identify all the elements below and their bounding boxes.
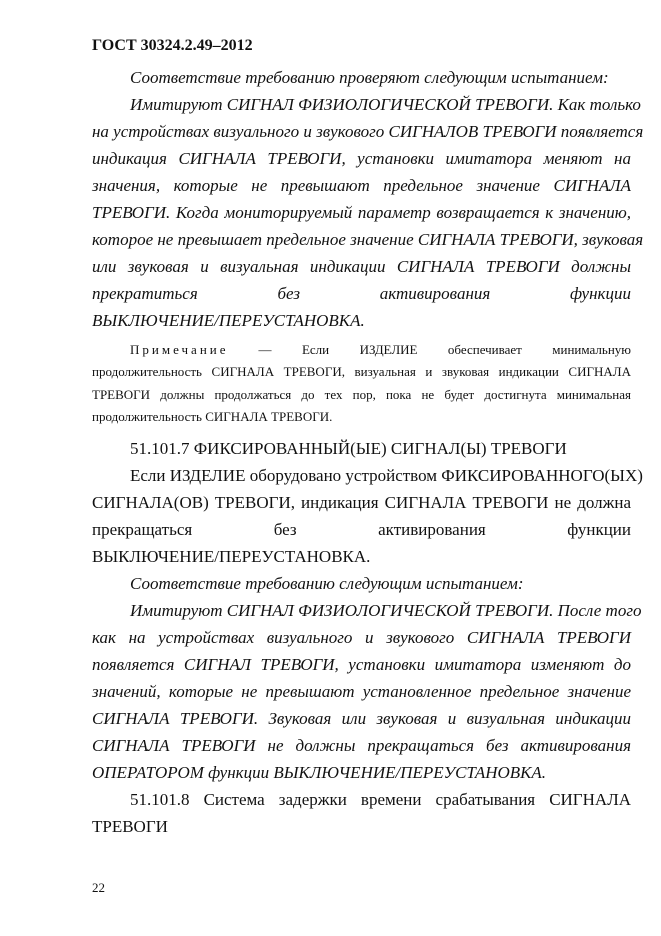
text-line: на устройствах визуального и звукового СИГНАЛОВ ТРЕВОГИ появляется — [92, 122, 644, 141]
text-line: прекращаться без активирования функции — [92, 520, 631, 539]
text-line: ВЫКЛЮЧЕНИЕ/ПЕРЕУСТАНОВКА. — [92, 547, 371, 566]
text-line: Соответствие требованию следующим испытанием: — [130, 574, 524, 593]
text-line: 51.101.8 Система задержки времени срабатывания СИГНАЛА — [130, 790, 631, 809]
text-line: 51.101.7 ФИКСИРОВАННЫЙ(ЫЕ) СИГНАЛ(Ы) ТРЕВОГИ — [130, 439, 567, 458]
text-line: ТРЕВОГИ должны продолжаться до тех пор, пока не будет достигнута минимальная — [92, 386, 631, 402]
text-line: Соответствие требованию проверяют следующим испытанием: — [130, 68, 609, 87]
text-line: или звуковая и визуальная индикации СИГНАЛА ТРЕВОГИ должны — [92, 257, 631, 276]
page-number: 22 — [92, 880, 105, 895]
compliance-paragraph-2 — [92, 570, 631, 597]
text-line: ОПЕРАТОРОМ функции ВЫКЛЮЧЕНИЕ/ПЕРЕУСТАНОВКА. — [92, 763, 547, 782]
text-line: СИГНАЛА ТРЕВОГИ. Звуковая или звуковая и визуальная индикации — [92, 709, 631, 728]
note-paragraph — [92, 339, 631, 429]
text-line: прекратиться без активирования функции — [92, 284, 631, 303]
test-procedure-paragraph-1 — [92, 91, 644, 334]
note-label: Примечание — [130, 342, 229, 357]
text-line: ВЫКЛЮЧЕНИЕ/ПЕРЕУСТАНОВКА. — [92, 311, 365, 330]
text-line: которое не превышает предельное значение СИГНАЛА ТРЕВОГИ, звуковая — [92, 230, 644, 249]
latching-alarm-paragraph — [92, 462, 643, 570]
test-procedure-paragraph-2 — [92, 597, 642, 786]
compliance-paragraph-1 — [92, 64, 631, 91]
section-heading-51-101-7 — [92, 435, 631, 462]
text-line: появляется СИГНАЛ ТРЕВОГИ, установки имитатора изменяют до — [92, 655, 631, 674]
text-line: индикация СИГНАЛА ТРЕВОГИ, установки имитатора меняют на — [92, 149, 631, 168]
text-line: Имитируют СИГНАЛ ФИЗИОЛОГИЧЕСКОЙ ТРЕВОГИ. Как только — [130, 95, 641, 114]
text-line: Имитируют СИГНАЛ ФИЗИОЛОГИЧЕСКОЙ ТРЕВОГИ. После того — [130, 601, 642, 620]
text-line: ТРЕВОГИ — [92, 817, 168, 836]
text-line: продолжительность СИГНАЛА ТРЕВОГИ. — [92, 409, 333, 425]
text-line: СИГНАЛА ТРЕВОГИ не должны прекращаться без активирования — [92, 736, 631, 755]
text-line: как на устройствах визуального и звукового СИГНАЛА ТРЕВОГИ — [92, 628, 631, 647]
text-line: значений, которые не превышают установленное предельное значение — [92, 682, 631, 701]
document-header: ГОСТ 30324.2.49–2012 — [92, 37, 253, 54]
section-heading-51-101-8 — [92, 786, 631, 840]
text-line: СИГНАЛА(ОВ) ТРЕВОГИ, индикация СИГНАЛА ТРЕВОГИ не должна — [92, 493, 631, 512]
text-line: значения, которые не превышают предельное значение СИГНАЛА — [92, 176, 631, 195]
note-text: — Если ИЗДЕЛИЕ обеспечивает минимальную — [258, 342, 631, 357]
text-line: продолжительность СИГНАЛА ТРЕВОГИ, визуальная и звуковая индикации СИГНАЛА — [92, 364, 631, 380]
text-line — [92, 339, 631, 361]
text-line: Если ИЗДЕЛИЕ оборудовано устройством ФИКСИРОВАННОГО(ЫХ) — [130, 466, 643, 485]
text-line: ТРЕВОГИ. Когда мониторируемый параметр возвращается к значению, — [92, 203, 631, 222]
